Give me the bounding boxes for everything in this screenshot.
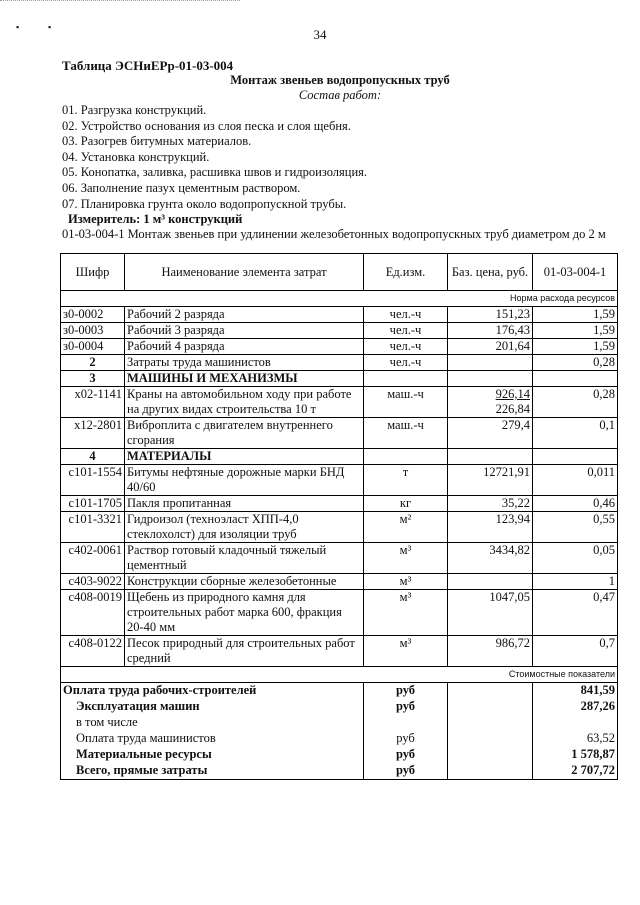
row-code: з0-0003 xyxy=(61,323,125,339)
row-name: Раствор готовый кладочный тяжелый цементный xyxy=(125,543,364,574)
row-unit: м³ xyxy=(364,636,448,667)
section-number: 4 xyxy=(61,449,125,465)
cost-value: 1 578,87 xyxy=(533,747,618,763)
row-name: Рабочий 4 разряда xyxy=(125,339,364,355)
row-value: 1,59 xyxy=(533,339,618,355)
cost-value: 63,52 xyxy=(533,731,618,747)
row-price: 3434,82 xyxy=(448,543,533,574)
cost-unit: руб xyxy=(364,699,448,715)
cost-unit: руб xyxy=(364,747,448,763)
row-price-secondary: 226,84 xyxy=(495,402,530,416)
empty-cell xyxy=(533,371,618,387)
section-title: МАТЕРИАЛЫ xyxy=(125,449,364,465)
work-item: 02. Устройство основания из слоя песка и слоя щебня. xyxy=(62,118,351,133)
row-price: 151,23 xyxy=(448,307,533,323)
cost-unit xyxy=(364,715,448,731)
row-price: 35,22 xyxy=(448,496,533,512)
work-item: 03. Разогрев битумных материалов. xyxy=(62,134,252,149)
cost-name: Оплата труда рабочих-строителей xyxy=(61,683,364,700)
cost-name: Материальные ресурсы xyxy=(61,747,364,763)
empty-cell xyxy=(364,449,448,465)
table-title: Таблица ЭСНиЕРр-01-03-004 xyxy=(62,58,234,73)
section-row xyxy=(61,449,618,465)
empty-cell xyxy=(448,449,533,465)
empty-cell xyxy=(448,731,533,747)
table-row xyxy=(61,339,618,355)
section-row xyxy=(61,355,618,371)
cost-row xyxy=(61,763,618,780)
row-price xyxy=(448,387,533,418)
empty-cell xyxy=(448,747,533,763)
row-unit: кг xyxy=(364,496,448,512)
table-row xyxy=(61,418,618,449)
row-code: с101-1705 xyxy=(61,496,125,512)
cost-value: 841,59 xyxy=(533,683,618,700)
row-value: 1,59 xyxy=(533,307,618,323)
resource-table xyxy=(60,253,618,780)
row-unit: м³ xyxy=(364,574,448,590)
row-unit: т xyxy=(364,465,448,496)
row-name: Рабочий 3 разряда xyxy=(125,323,364,339)
cost-row xyxy=(61,683,618,700)
work-item: 01. Разгрузка конструкций. xyxy=(62,103,207,117)
row-price: 12721,91 xyxy=(448,465,533,496)
works-list xyxy=(62,103,367,212)
page-number: 34 xyxy=(313,27,327,42)
section-row xyxy=(61,371,618,387)
row-price xyxy=(448,355,533,371)
row-value: 0,05 xyxy=(533,543,618,574)
row-name: Пакля пропитанная xyxy=(125,496,364,512)
row-price: 986,72 xyxy=(448,636,533,667)
row-unit: маш.-ч xyxy=(364,418,448,449)
item-description: 01-03-004-1 Монтаж звеньев при удлинении железобетонных водопропускных труб диаметром до 2 м xyxy=(62,227,606,241)
header-name: Наименование элемента затрат xyxy=(125,254,364,291)
table-row xyxy=(61,543,618,574)
table-row xyxy=(61,323,618,339)
row-name: Конструкции сборные железобетонные xyxy=(125,574,364,590)
row-price: 176,43 xyxy=(448,323,533,339)
row-unit: м² xyxy=(364,512,448,543)
cost-row xyxy=(61,731,618,747)
row-code: х12-2801 xyxy=(61,418,125,449)
row-name: Песок природный для строительных работ средний xyxy=(125,636,364,667)
row-name: Щебень из природного камня для строительных работ марка 600, фракция 20-40 мм xyxy=(125,590,364,636)
row-code: с408-0122 xyxy=(61,636,125,667)
cost-band: Стоимостные показатели xyxy=(61,667,618,683)
row-price xyxy=(448,574,533,590)
cost-unit: руб xyxy=(364,683,448,700)
work-item: 07. Планировка грунта около водопропускной трубы. xyxy=(62,196,347,211)
row-value: 0,55 xyxy=(533,512,618,543)
composition-label: Состав работ: xyxy=(298,88,382,102)
row-code: с408-0019 xyxy=(61,590,125,636)
cost-band-row xyxy=(61,667,618,683)
header-unit: Ед.изм. xyxy=(364,254,448,291)
row-name: Битумы нефтяные дорожные марки БНД 40/60 xyxy=(125,465,364,496)
table-row xyxy=(61,636,618,667)
cost-row xyxy=(61,699,618,715)
table-row xyxy=(61,387,618,418)
row-code: с403-9022 xyxy=(61,574,125,590)
row-value: 0,47 xyxy=(533,590,618,636)
scan-mark-right: ▪ xyxy=(48,22,52,32)
empty-cell xyxy=(448,683,533,700)
row-value: 0,28 xyxy=(533,387,618,418)
norm-band: Норма расхода ресурсов xyxy=(61,291,618,307)
row-value: 0,28 xyxy=(533,355,618,371)
cost-name: Оплата труда машинистов xyxy=(61,731,364,747)
cost-value: 2 707,72 xyxy=(533,763,618,780)
table-row xyxy=(61,465,618,496)
row-value: 0,011 xyxy=(533,465,618,496)
empty-cell xyxy=(448,699,533,715)
section-name: Затраты труда машинистов xyxy=(125,355,364,371)
section-number: 2 xyxy=(61,355,125,371)
work-item: 04. Установка конструкций. xyxy=(62,149,210,164)
section-number: 3 xyxy=(61,371,125,387)
row-value: 0,7 xyxy=(533,636,618,667)
section-title: МАШИНЫ И МЕХАНИЗМЫ xyxy=(125,371,364,387)
row-price: 279,4 xyxy=(448,418,533,449)
work-item: 06. Заполнение пазух цементным раствором. xyxy=(62,180,301,195)
row-code: з0-0004 xyxy=(61,339,125,355)
empty-cell xyxy=(448,715,533,731)
row-price: 1047,05 xyxy=(448,590,533,636)
row-unit: м³ xyxy=(364,543,448,574)
cost-row xyxy=(61,747,618,763)
empty-cell xyxy=(448,763,533,780)
row-value: 0,1 xyxy=(533,418,618,449)
row-unit: чел.-ч xyxy=(364,323,448,339)
row-code: з0-0002 xyxy=(61,307,125,323)
row-name: Виброплита с двигателем внутреннего сгорания xyxy=(125,418,364,449)
row-price: 201,64 xyxy=(448,339,533,355)
table-subtitle: Монтаж звеньев водопропускных труб xyxy=(230,73,450,87)
header-code: Шифр xyxy=(61,254,125,291)
cost-unit: руб xyxy=(364,731,448,747)
row-value: 1 xyxy=(533,574,618,590)
row-price: 123,94 xyxy=(448,512,533,543)
row-code: х02-1141 xyxy=(61,387,125,418)
row-unit: м³ xyxy=(364,590,448,636)
table-header-row xyxy=(61,254,618,291)
cost-value: 287,26 xyxy=(533,699,618,715)
table-row xyxy=(61,307,618,323)
table-row xyxy=(61,512,618,543)
empty-cell xyxy=(364,371,448,387)
row-price-main: 926,14 xyxy=(495,387,530,401)
cost-name: Эксплуатация машин xyxy=(61,699,364,715)
row-code: с402-0061 xyxy=(61,543,125,574)
empty-cell xyxy=(533,449,618,465)
cost-row xyxy=(61,715,618,731)
row-code: с101-1554 xyxy=(61,465,125,496)
table-row xyxy=(61,574,618,590)
scan-top-line xyxy=(0,0,240,2)
row-name: Рабочий 2 разряда xyxy=(125,307,364,323)
row-value: 0,46 xyxy=(533,496,618,512)
scan-mark-left: ▪ xyxy=(16,22,20,32)
work-item: 05. Конопатка, заливка, расшивка швов и гидроизоляция. xyxy=(62,165,368,180)
empty-cell xyxy=(448,371,533,387)
row-unit: чел.-ч xyxy=(364,307,448,323)
row-value: 1,59 xyxy=(533,323,618,339)
table-row xyxy=(61,590,618,636)
cost-value xyxy=(533,715,618,731)
header-item: 01-03-004-1 xyxy=(533,254,618,291)
row-name: Гидроизол (техноэласт ХПП-4,0 стеклохолст) для изоляции труб xyxy=(125,512,364,543)
cost-unit: руб xyxy=(364,763,448,780)
table-row xyxy=(61,496,618,512)
row-unit: чел.-ч xyxy=(364,355,448,371)
cost-name: Всего, прямые затраты xyxy=(61,763,364,780)
norm-band-row xyxy=(61,291,618,307)
row-unit: маш.-ч xyxy=(364,387,448,418)
row-name: Краны на автомобильном ходу при работе на других видах строительства 10 т xyxy=(125,387,364,418)
row-code: с101-3321 xyxy=(61,512,125,543)
row-unit: чел.-ч xyxy=(364,339,448,355)
measure-unit: Измеритель: 1 м³ конструкций xyxy=(68,212,243,226)
header-price: Баз. цена, руб. xyxy=(448,254,533,291)
cost-name: в том числе xyxy=(61,715,364,731)
